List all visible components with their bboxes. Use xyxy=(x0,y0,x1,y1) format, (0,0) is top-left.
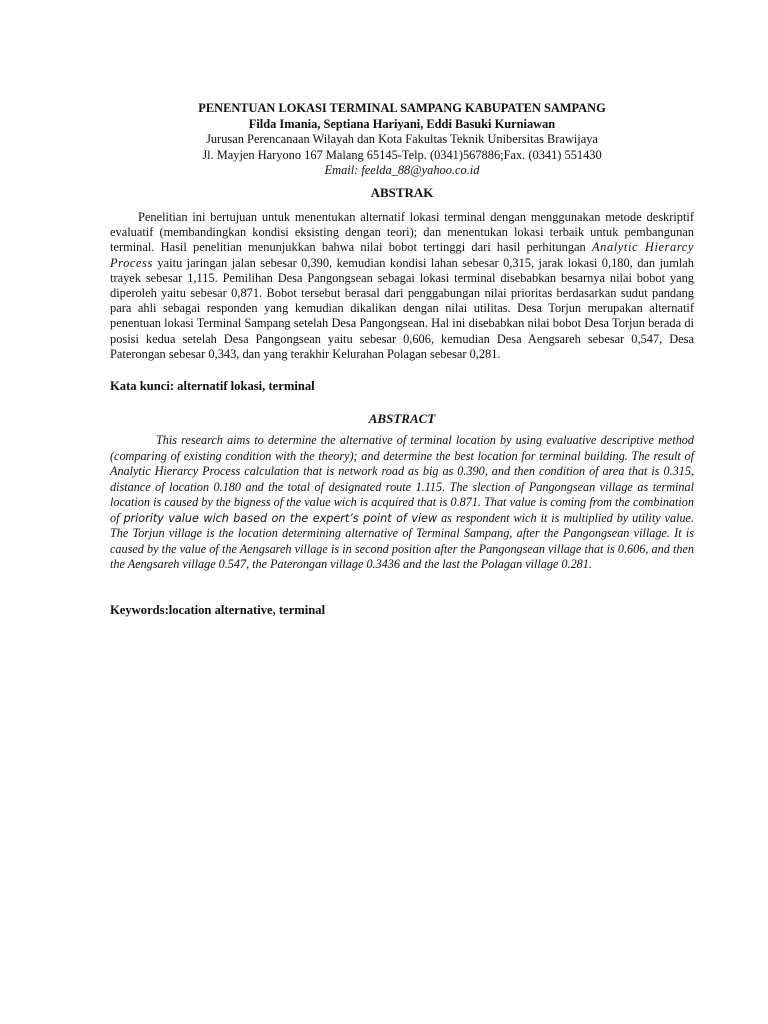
abstract-text-part1: This research aims to determine the alternative of terminal location by using evaluative descriptive method (comparing of existing condition with the theory); and determine the best location for terminal building. The result of Analytic Hierarcy Process calculation that is network road as big as 0.390, and then condition of area that is 0.315, distance of location 0.180 and the total of designated route 1.115. The slection of Pangongsean village as terminal location is caused by the bigness of the value wich is acquired that is 0.871. That value is coming from the combination of xyxy=(110,433,694,525)
abstrak-ahp-term: Analytic Hierarcy Process xyxy=(110,240,695,270)
paper-affiliation: Jurusan Perencanaan Wilayah dan Kota Fakultas Teknik Unibersitas Brawijaya xyxy=(206,132,598,147)
abstract-paragraph xyxy=(110,433,694,573)
abstrak-heading: ABSTRAK xyxy=(370,184,434,200)
abstract-sans-phrase: priority value wich based on the expert’s point of view xyxy=(123,511,438,525)
abstrak-text-part2: yaitu jaringan jalan sebesar 0,390, kemudian kondisi lahan sebesar 0,315, jarak lokasi 0,180, dan jumlah trayek sebesar 1,115. Pemilihan Desa Pangongsean sebagai lokasi terminal disebabkan besarnya nilai bobot yang diperoleh yaitu sebesar 0,871. Bobot tersebut berasal dari penggabungan nilai prioritas berdasarkan sudut pandang para ahli sebagai responden yang kemudian dikalikan dengan nilai utilitas. Desa Torjun merupakan alternatif penentuan lokasi Terminal Sampang setelah Desa Pangongsean. Hal ini disebabkan nilai bobot Desa Torjun berada di posisi kedua setelah Desa Pangongsean yaitu sebesar 0,606, kemudian Desa Aengsareh sebesar 0,547, Desa Paterongan sebesar 0,343, dan yang terakhir Kelurahan Polagan sebesar 0,281. xyxy=(110,255,694,361)
abstrak-text-part1: Penelitian ini bertujuan untuk menentukan alternatif lokasi terminal dengan menggunakan metode deskriptif evaluatif (membandingkan kondisi eksisting dengan teori); dan menentukan lokasi terbaik untuk pembangunan terminal. Hasil penelitian menunjukkan bahwa nilai bobot tertinggi dari hasil perhitungan xyxy=(110,210,694,255)
keywords: Keywords:location alternative, terminal xyxy=(110,603,326,617)
paper-title: PENENTUAN LOKASI TERMINAL SAMPANG KABUPATEN SAMPANG xyxy=(198,101,606,115)
paper-address: Jl. Mayjen Haryono 167 Malang 65145-Telp. (0341)567886;Fax. (0341) 551430 xyxy=(202,147,602,162)
abstract-text-part2: as respondent wich it is multiplied by utility value. The Torjun village is the location determining alternative of Terminal Sampang, after the Pangongsean village. It is caused by the value of the Aengsareh village is in second position after the Pangongsean village that is 0.606, and then the Aengsareh village 0.547, the Paterongan village 0.3436 and the last the Polagan village 0.281. xyxy=(110,510,695,571)
paper-authors: Filda Imania, Septiana Hariyani, Eddi Basuki Kurniawan xyxy=(248,116,556,131)
abstrak-paragraph xyxy=(110,210,694,362)
paper-email: Email: feelda_88@yahoo.co.id xyxy=(324,163,480,178)
abstract-heading: ABSTRACT xyxy=(368,411,436,426)
kata-kunci: Kata kunci: alternatif lokasi, terminal xyxy=(110,379,315,393)
paper-header xyxy=(110,101,694,201)
